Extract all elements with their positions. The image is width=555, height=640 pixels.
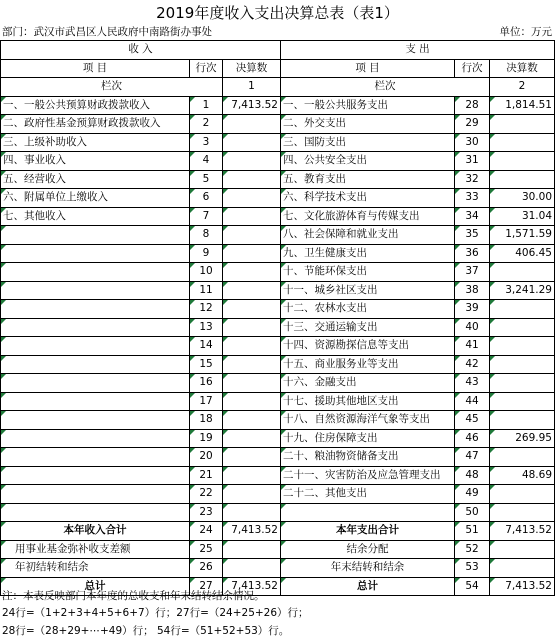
income-seq: 4 xyxy=(190,152,223,171)
expense-item: 十一、城乡社区支出 xyxy=(281,281,455,300)
expense-amount: 48.69 xyxy=(490,466,555,485)
income-seq: 22 xyxy=(190,485,223,504)
expense-item: 二十二、其他支出 xyxy=(281,485,455,504)
expense-total-label: 总计 xyxy=(281,577,455,596)
expense-item: 一、一般公共服务支出 xyxy=(281,96,455,115)
expense-item: 二、外交支出 xyxy=(281,115,455,134)
note-line-3: 28行=（28+29+⋯+49）行； 54行=（51+52+53）行。 xyxy=(2,625,290,637)
expense-item: 十二、农林水支出 xyxy=(281,300,455,319)
expense-amount xyxy=(490,411,555,430)
expense-item: 五、教育支出 xyxy=(281,170,455,189)
table-row xyxy=(1,244,555,263)
income-item xyxy=(1,300,190,319)
expense-seq: 31 xyxy=(455,152,490,171)
total-row xyxy=(1,540,555,559)
income-total-amount: 7,413.52 xyxy=(223,577,281,596)
income-seq: 14 xyxy=(190,337,223,356)
expense-amount xyxy=(490,263,555,282)
expense-total-seq: 52 xyxy=(455,540,490,559)
expense-amount xyxy=(490,374,555,393)
expense-seq: 44 xyxy=(455,392,490,411)
expense-amount: 3,241.29 xyxy=(490,281,555,300)
expense-total-seq: 54 xyxy=(455,577,490,596)
income-amount xyxy=(223,318,281,337)
income-amount xyxy=(223,133,281,152)
expense-amount xyxy=(490,503,555,522)
income-amount xyxy=(223,429,281,448)
income-amount xyxy=(223,411,281,430)
expense-amount xyxy=(490,318,555,337)
income-amount xyxy=(223,281,281,300)
income-amount: 7,413.52 xyxy=(223,96,281,115)
table-row xyxy=(1,485,555,504)
expense-amount xyxy=(490,392,555,411)
income-amount xyxy=(223,226,281,245)
income-seq: 23 xyxy=(190,503,223,522)
report-meta xyxy=(2,24,552,40)
expense-seq: 29 xyxy=(455,115,490,134)
table-row xyxy=(1,355,555,374)
table-row xyxy=(1,466,555,485)
expense-amount: 30.00 xyxy=(490,189,555,208)
expense-lanci: 栏次 xyxy=(281,78,490,97)
income-total-label: 本年收入合计 xyxy=(1,522,190,541)
income-amount xyxy=(223,337,281,356)
table-row xyxy=(1,503,555,522)
expense-item: 四、公共安全支出 xyxy=(281,152,455,171)
expense-total-seq: 51 xyxy=(455,522,490,541)
expense-item: 十六、金融支出 xyxy=(281,374,455,393)
income-item xyxy=(1,226,190,245)
income-item: 六、附属单位上缴收入 xyxy=(1,189,190,208)
income-seq: 19 xyxy=(190,429,223,448)
income-total-amount xyxy=(223,540,281,559)
table-row xyxy=(1,263,555,282)
expense-seq: 39 xyxy=(455,300,490,319)
expense-total-label: 结余分配 xyxy=(281,540,455,559)
income-total-label: 总计 xyxy=(1,577,190,596)
expense-seq: 45 xyxy=(455,411,490,430)
expense-amount: 31.04 xyxy=(490,207,555,226)
income-seq: 10 xyxy=(190,263,223,282)
expense-seq: 28 xyxy=(455,96,490,115)
income-item xyxy=(1,355,190,374)
expense-total-label: 年末结转和结余 xyxy=(281,559,455,578)
expense-seq: 42 xyxy=(455,355,490,374)
income-item xyxy=(1,392,190,411)
income-amount xyxy=(223,300,281,319)
expense-seq: 33 xyxy=(455,189,490,208)
expense-item: 九、卫生健康支出 xyxy=(281,244,455,263)
income-item xyxy=(1,503,190,522)
income-seq: 8 xyxy=(190,226,223,245)
income-total-seq: 27 xyxy=(190,577,223,596)
income-amount xyxy=(223,374,281,393)
unit-label: 单位：万元 xyxy=(499,26,552,38)
table-row xyxy=(1,152,555,171)
income-item-header: 项 目 xyxy=(1,59,190,78)
income-seq: 18 xyxy=(190,411,223,430)
table-row xyxy=(1,189,555,208)
income-seq: 17 xyxy=(190,392,223,411)
note-line-1: 注：本表反映部门本年度的总收支和年末结转结余情况。 xyxy=(2,590,265,602)
income-item: 四、事业收入 xyxy=(1,152,190,171)
income-seq: 12 xyxy=(190,300,223,319)
expense-item: 二十一、灾害防治及应急管理支出 xyxy=(281,466,455,485)
income-amount xyxy=(223,503,281,522)
income-amount xyxy=(223,448,281,467)
expense-amount-header: 决算数 xyxy=(490,59,555,78)
expense-seq: 38 xyxy=(455,281,490,300)
income-item xyxy=(1,281,190,300)
income-amount xyxy=(223,115,281,134)
expense-amount: 1,571.59 xyxy=(490,226,555,245)
income-col-index: 1 xyxy=(223,78,281,97)
income-total-seq: 24 xyxy=(190,522,223,541)
expense-seq: 40 xyxy=(455,318,490,337)
expense-amount xyxy=(490,300,555,319)
expense-amount xyxy=(490,337,555,356)
expense-seq-header: 行次 xyxy=(455,59,490,78)
income-seq: 6 xyxy=(190,189,223,208)
table-row xyxy=(1,96,555,115)
income-amount xyxy=(223,170,281,189)
income-seq: 20 xyxy=(190,448,223,467)
expense-seq: 49 xyxy=(455,485,490,504)
expense-seq: 35 xyxy=(455,226,490,245)
income-amount xyxy=(223,189,281,208)
income-seq: 1 xyxy=(190,96,223,115)
income-amount xyxy=(223,152,281,171)
income-seq: 13 xyxy=(190,318,223,337)
expense-seq: 43 xyxy=(455,374,490,393)
expense-seq: 36 xyxy=(455,244,490,263)
expense-amount xyxy=(490,485,555,504)
income-item xyxy=(1,411,190,430)
expense-total-amount: 7,413.52 xyxy=(490,577,555,596)
income-amount xyxy=(223,466,281,485)
table-row xyxy=(1,337,555,356)
expense-item: 十九、住房保障支出 xyxy=(281,429,455,448)
income-amount xyxy=(223,355,281,374)
expense-amount: 269.95 xyxy=(490,429,555,448)
expense-col-index: 2 xyxy=(490,78,555,97)
income-item: 三、上级补助收入 xyxy=(1,133,190,152)
expense-item: 二十、粮油物资储备支出 xyxy=(281,448,455,467)
income-lanci: 栏次 xyxy=(1,78,223,97)
income-item xyxy=(1,448,190,467)
expense-total-amount: 7,413.52 xyxy=(490,522,555,541)
income-item xyxy=(1,466,190,485)
expense-item: 七、文化旅游体育与传媒支出 xyxy=(281,207,455,226)
expense-item: 八、社会保障和就业支出 xyxy=(281,226,455,245)
table-row xyxy=(1,411,555,430)
table-row xyxy=(1,448,555,467)
table-row xyxy=(1,115,555,134)
expense-item xyxy=(281,503,455,522)
expense-amount xyxy=(490,115,555,134)
expense-amount: 406.45 xyxy=(490,244,555,263)
income-amount xyxy=(223,207,281,226)
income-item: 一、一般公共预算财政拨款收入 xyxy=(1,96,190,115)
income-seq: 5 xyxy=(190,170,223,189)
expense-total-amount xyxy=(490,540,555,559)
expense-seq: 32 xyxy=(455,170,490,189)
expense-seq: 47 xyxy=(455,448,490,467)
expense-seq: 34 xyxy=(455,207,490,226)
income-item: 五、经营收入 xyxy=(1,170,190,189)
report-title: 2019年度收入支出决算总表（表1） xyxy=(156,4,399,22)
income-item xyxy=(1,374,190,393)
income-seq: 15 xyxy=(190,355,223,374)
expense-total-seq: 53 xyxy=(455,559,490,578)
income-total-label: 年初结转和结余 xyxy=(1,559,190,578)
expense-item: 六、科学技术支出 xyxy=(281,189,455,208)
expense-seq: 37 xyxy=(455,263,490,282)
income-amount xyxy=(223,263,281,282)
table-row xyxy=(1,170,555,189)
expense-seq: 30 xyxy=(455,133,490,152)
income-item xyxy=(1,318,190,337)
expense-item: 十八、自然资源海洋气象等支出 xyxy=(281,411,455,430)
expense-amount xyxy=(490,133,555,152)
income-seq: 2 xyxy=(190,115,223,134)
income-seq: 21 xyxy=(190,466,223,485)
expense-header: 支 出 xyxy=(281,41,555,60)
table-row xyxy=(1,318,555,337)
column-header-row xyxy=(1,59,555,78)
total-row xyxy=(1,559,555,578)
income-amount xyxy=(223,392,281,411)
expense-item: 三、国防支出 xyxy=(281,133,455,152)
table-row xyxy=(1,300,555,319)
expense-item: 十五、商业服务业等支出 xyxy=(281,355,455,374)
income-total-seq: 26 xyxy=(190,559,223,578)
expense-item: 十三、交通运输支出 xyxy=(281,318,455,337)
income-total-amount: 7,413.52 xyxy=(223,522,281,541)
expense-item: 十四、资源勘探信息等支出 xyxy=(281,337,455,356)
income-item xyxy=(1,485,190,504)
income-seq-header: 行次 xyxy=(190,59,223,78)
expense-amount xyxy=(490,448,555,467)
income-item xyxy=(1,244,190,263)
expense-amount xyxy=(490,170,555,189)
income-item: 二、政府性基金预算财政拨款收入 xyxy=(1,115,190,134)
income-amount xyxy=(223,485,281,504)
income-seq: 11 xyxy=(190,281,223,300)
income-item xyxy=(1,337,190,356)
total-row xyxy=(1,522,555,541)
expense-seq: 50 xyxy=(455,503,490,522)
table-row xyxy=(1,374,555,393)
income-total-label: 用事业基金弥补收支差额 xyxy=(1,540,190,559)
expense-amount: 1,814.51 xyxy=(490,96,555,115)
table-row xyxy=(1,226,555,245)
table-row xyxy=(1,133,555,152)
income-seq: 7 xyxy=(190,207,223,226)
expense-seq: 46 xyxy=(455,429,490,448)
expense-total-label: 本年支出合计 xyxy=(281,522,455,541)
table-row xyxy=(1,392,555,411)
income-seq: 3 xyxy=(190,133,223,152)
expense-seq: 41 xyxy=(455,337,490,356)
expense-amount xyxy=(490,355,555,374)
income-seq: 9 xyxy=(190,244,223,263)
income-amount-header: 决算数 xyxy=(223,59,281,78)
expense-item-header: 项 目 xyxy=(281,59,455,78)
income-total-seq: 25 xyxy=(190,540,223,559)
table-row xyxy=(1,207,555,226)
expense-seq: 48 xyxy=(455,466,490,485)
column-index-row xyxy=(1,78,555,97)
table-row xyxy=(1,429,555,448)
expense-total-amount xyxy=(490,559,555,578)
section-header-row xyxy=(1,41,555,60)
note-line-2: 24行=（1+2+3+4+5+6+7）行；27行=（24+25+26）行； xyxy=(2,607,309,619)
expense-item: 十七、援助其他地区支出 xyxy=(281,392,455,411)
income-amount xyxy=(223,244,281,263)
income-item: 七、其他收入 xyxy=(1,207,190,226)
income-item xyxy=(1,263,190,282)
summary-table xyxy=(0,40,555,596)
income-total-amount xyxy=(223,559,281,578)
expense-amount xyxy=(490,152,555,171)
table-row xyxy=(1,281,555,300)
expense-item: 十、节能环保支出 xyxy=(281,263,455,282)
income-seq: 16 xyxy=(190,374,223,393)
income-header: 收 入 xyxy=(1,41,281,60)
department-label: 部门：武汉市武昌区人民政府中南路街办事处 xyxy=(2,26,212,38)
income-item xyxy=(1,429,190,448)
